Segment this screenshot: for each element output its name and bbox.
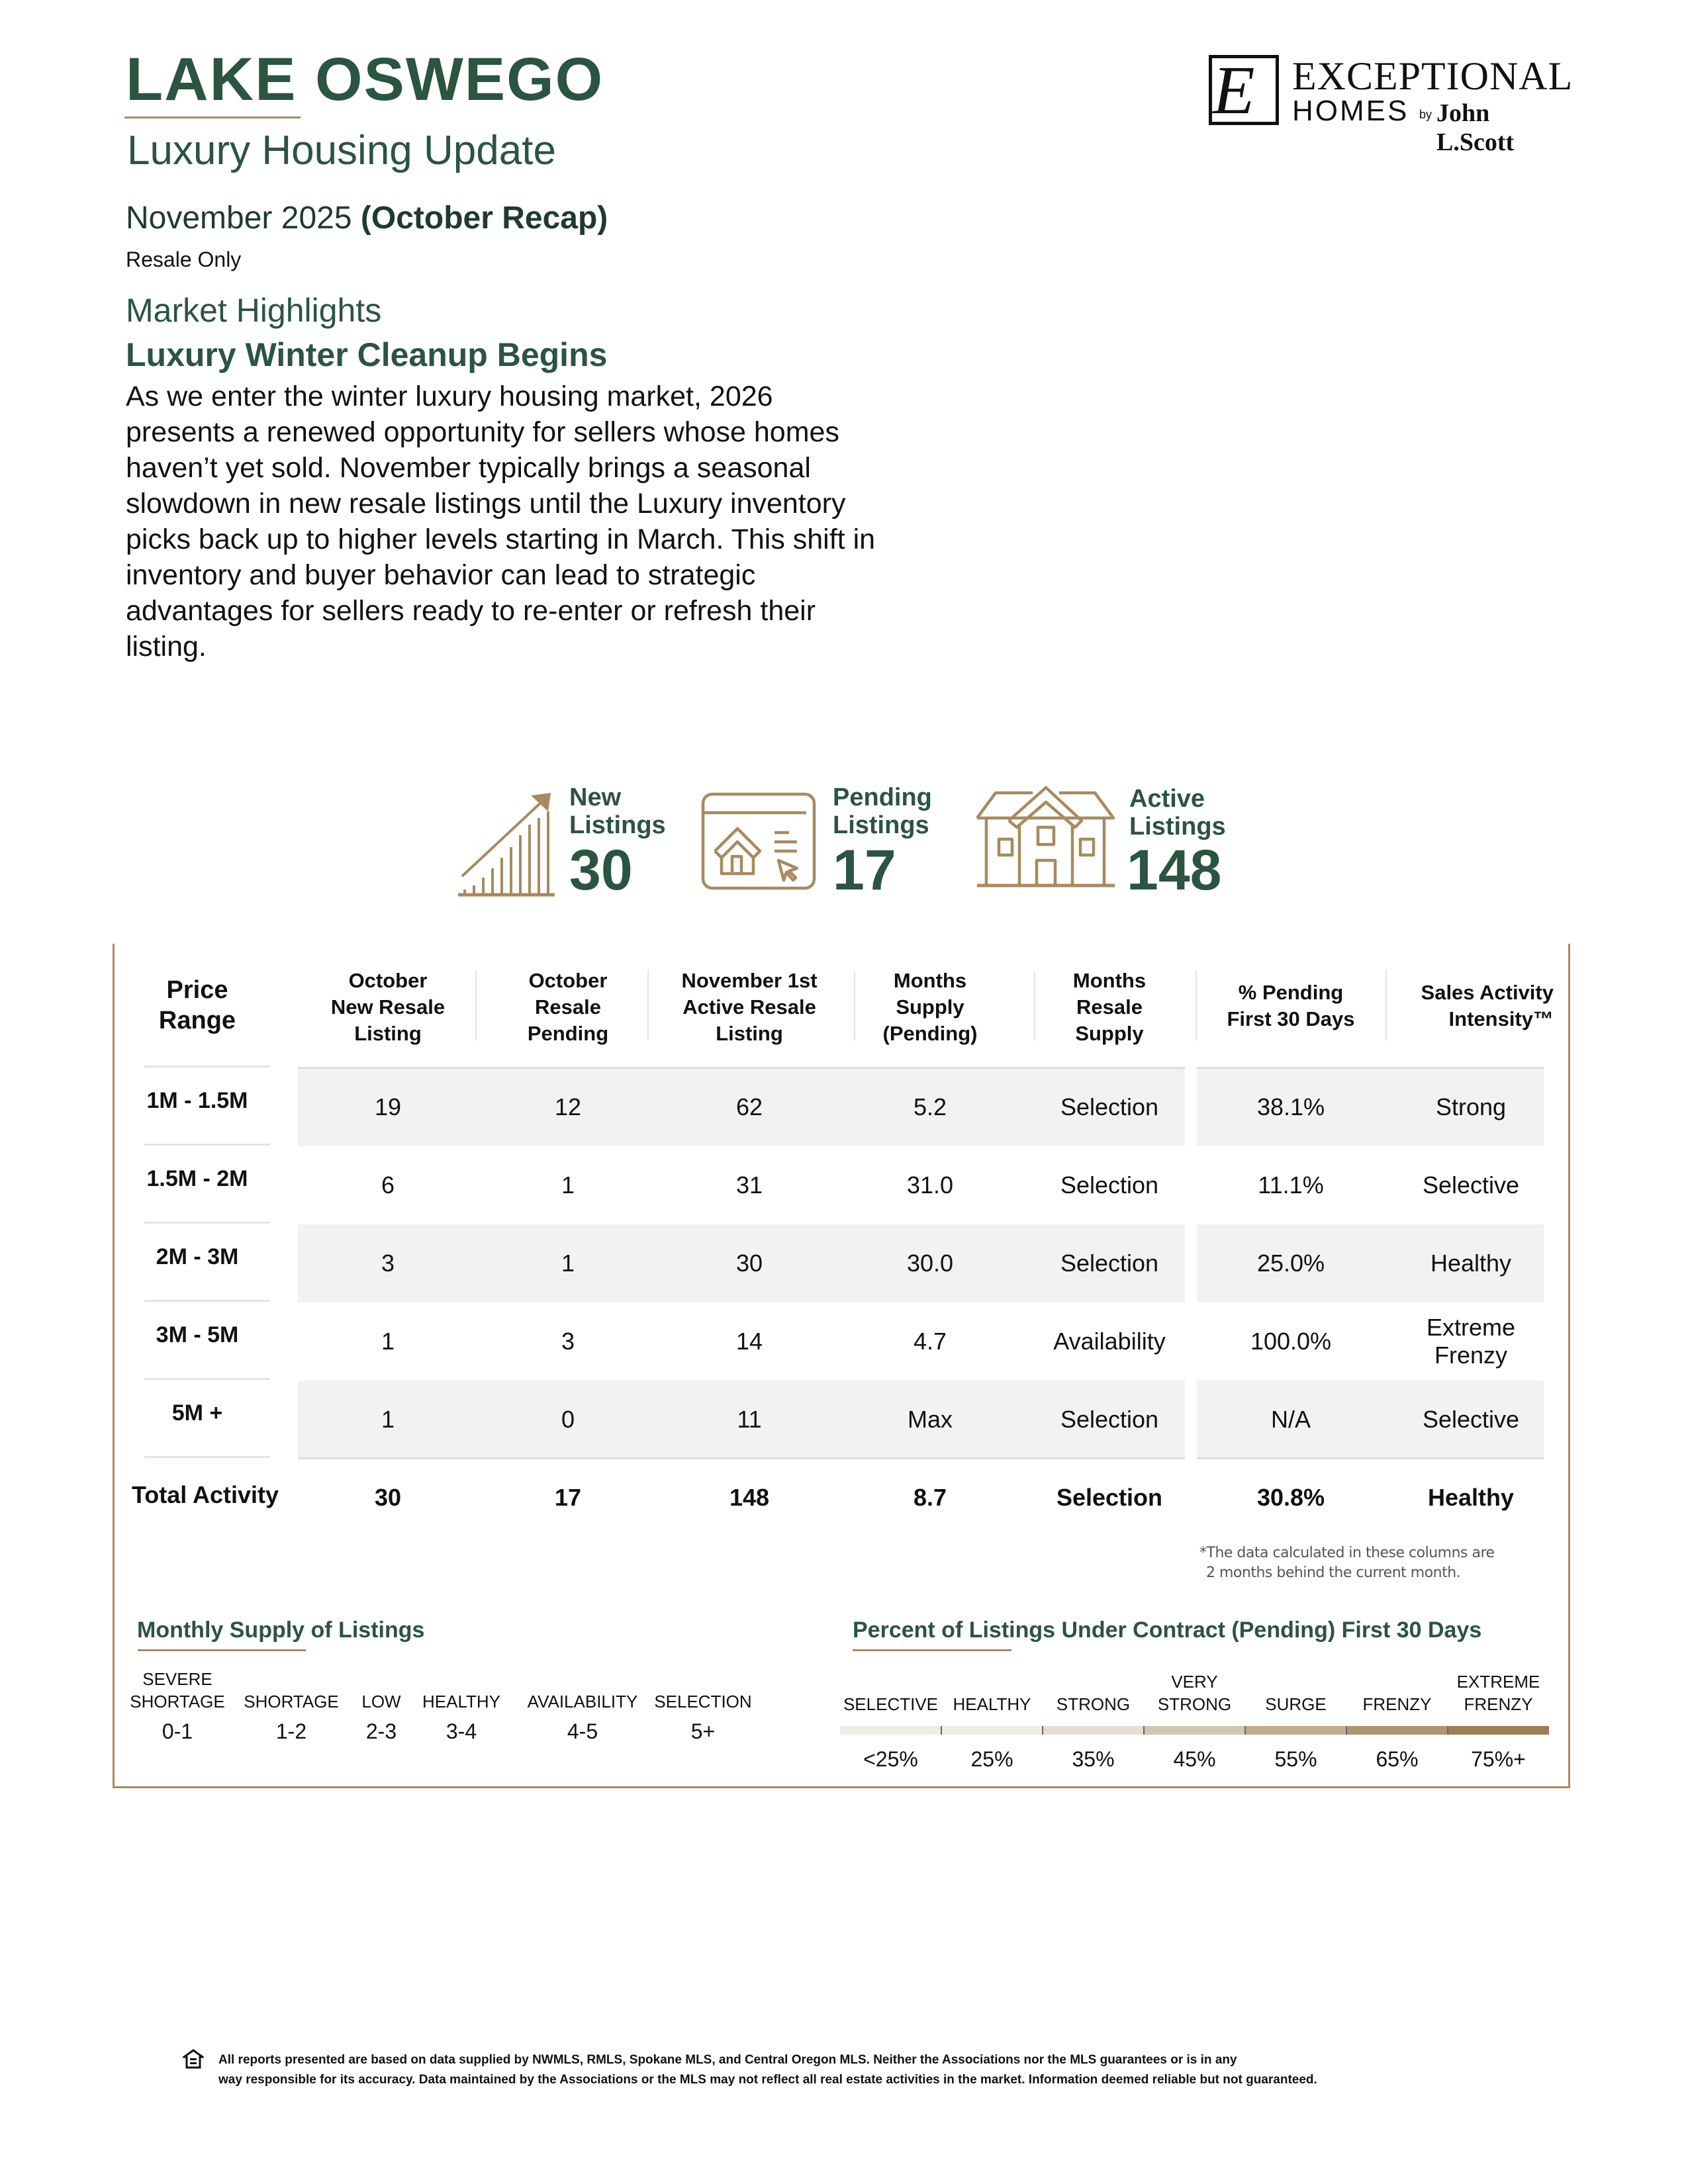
logo-line1: EXCEPTIONAL xyxy=(1292,54,1573,98)
stat-pending-label xyxy=(833,784,932,839)
stat-pending-label-line1: Pending xyxy=(833,784,932,811)
stat-pending-label-line2: Listings xyxy=(833,811,929,839)
logo-by: by xyxy=(1419,108,1432,121)
supply-level-label-line2: SHORTAGE xyxy=(130,1692,225,1711)
table-cell: Availability xyxy=(1053,1328,1166,1355)
page-title: LAKE OSWEGO xyxy=(126,46,604,113)
footnote-line1: *The data calculated in these columns are xyxy=(1199,1545,1495,1561)
report-scope: Resale Only xyxy=(126,248,242,271)
section-label: Market Highlights xyxy=(126,292,382,329)
table-cell: Extreme Frenzy xyxy=(1426,1314,1516,1369)
supply-level-label-line1: SEVERE xyxy=(142,1669,212,1689)
supply-level-label-line2: AVAILABILITY xyxy=(527,1692,638,1711)
supply-level-range: 1-2 xyxy=(275,1719,307,1743)
pending-scale-segment xyxy=(840,1726,941,1735)
table-cell: 11.1% xyxy=(1258,1171,1324,1199)
supply-level-label xyxy=(630,1668,776,1713)
table-cell: Healthy xyxy=(1430,1250,1512,1277)
pending-scale-segment xyxy=(1144,1726,1245,1735)
table-footnote xyxy=(1199,1543,1495,1583)
header-line: Supply xyxy=(1075,1022,1144,1045)
header-line: Supply xyxy=(896,995,964,1019)
table-cell: 1 xyxy=(561,1171,575,1199)
table-cell: 6 xyxy=(381,1171,395,1199)
table-cell: Selection xyxy=(1060,1250,1159,1277)
pending-level-label-line1: VERY xyxy=(1171,1672,1218,1692)
supply-legend-divider xyxy=(138,1649,306,1651)
table-cell: Strong xyxy=(1435,1093,1507,1120)
supply-level-label-line1 xyxy=(630,1668,776,1690)
pending-level-label-line2: SELECTIVE xyxy=(843,1694,939,1714)
pending-level-label-line2: HEALTHY xyxy=(953,1694,1031,1714)
stat-pending-value: 17 xyxy=(833,839,896,902)
supply-level-range: 0-1 xyxy=(162,1719,193,1743)
table-cell: Max xyxy=(907,1406,953,1433)
equal-housing-icon xyxy=(183,2049,204,2069)
stat-new-label-line1: New xyxy=(569,784,622,811)
stat-active-label xyxy=(1129,785,1226,841)
title-divider xyxy=(124,116,301,118)
highlights-headline: Luxury Winter Cleanup Begins xyxy=(126,336,608,373)
growth-chart-icon xyxy=(457,792,556,897)
header-line: November 1st xyxy=(681,969,818,992)
report-date xyxy=(126,200,608,236)
browser-house-cursor-icon xyxy=(700,792,818,892)
header-separator xyxy=(1196,970,1197,1040)
header-line: Range xyxy=(158,1007,236,1034)
brand-logo xyxy=(1209,52,1573,156)
disclaimer-line1: All reports presented are based on data supplied by NWMLS, RMLS, Spokane MLS, and Central Oregon MLS. Neither the Associations nor the MLS guarantees or is in any xyxy=(218,2053,1237,2067)
logo-line2: HOMES xyxy=(1292,95,1409,127)
pending-level-range: 25% xyxy=(970,1747,1013,1771)
header-pct-pending xyxy=(1201,979,1380,1043)
supply-level-label-line2: HEALTHY xyxy=(422,1692,500,1711)
header-resale-pending-text xyxy=(528,968,608,1047)
header-line: % Pending xyxy=(1238,981,1344,1004)
header-price-range-text xyxy=(159,975,236,1036)
pending-legend-divider xyxy=(853,1649,1011,1651)
header-line: (Pending) xyxy=(882,1022,978,1045)
page-subtitle: Luxury Housing Update xyxy=(127,128,556,173)
header-line: Resale xyxy=(1076,995,1143,1019)
pending-level-range: 35% xyxy=(1072,1747,1115,1771)
supply-level-range: 2-3 xyxy=(365,1719,397,1743)
header-line: Months xyxy=(893,969,967,992)
price-range-cell: 5M + xyxy=(171,1400,223,1426)
header-line: New Resale xyxy=(330,995,445,1019)
pending-level-label-line1: EXTREME xyxy=(1456,1672,1540,1692)
header-new-resale xyxy=(302,953,474,1047)
table-cell: 3 xyxy=(381,1250,395,1277)
table-cell: 1 xyxy=(381,1406,395,1433)
header-line: Price xyxy=(166,976,228,1004)
header-months-supply-pending-text xyxy=(883,968,978,1047)
header-separator xyxy=(1385,970,1387,1040)
stat-active-value: 148 xyxy=(1127,839,1222,902)
table-cell: 100.0% xyxy=(1250,1328,1332,1355)
total-cell: 8.7 xyxy=(913,1484,947,1511)
total-cell: 30 xyxy=(374,1484,402,1511)
header-line: October xyxy=(528,969,608,992)
header-pct-pending-text xyxy=(1227,979,1355,1032)
header-line: Months xyxy=(1072,969,1147,992)
table-cell: 11 xyxy=(737,1406,762,1433)
table-cell: 12 xyxy=(554,1093,582,1120)
table-cell: N/A xyxy=(1270,1406,1311,1433)
header-months-supply-pending xyxy=(847,953,1013,1047)
house-icon xyxy=(976,785,1116,891)
pending-scale-tick xyxy=(1244,1726,1246,1735)
total-cell: Selection xyxy=(1056,1484,1163,1511)
header-sales-intensity-text xyxy=(1421,979,1554,1032)
header-separator xyxy=(647,970,649,1040)
table-cell: 30 xyxy=(735,1250,763,1277)
header-resale-pending xyxy=(482,953,654,1047)
header-line: Active Resale xyxy=(682,995,816,1019)
header-separator xyxy=(854,970,855,1040)
pending-scale-segment xyxy=(1346,1726,1448,1735)
pending-scale-segment xyxy=(1448,1726,1549,1735)
pending-scale-tick xyxy=(1143,1726,1145,1735)
pending-level-label-line2: FRENZY xyxy=(1362,1694,1432,1714)
table-cell: Selection xyxy=(1060,1406,1159,1433)
header-line: Pending xyxy=(527,1022,609,1045)
pending-legend-title: Percent of Listings Under Contract (Pending) First 30 Days xyxy=(853,1617,1482,1643)
pending-scale-tick xyxy=(941,1726,942,1735)
table-cell: Selective xyxy=(1422,1171,1520,1199)
report-month: November 2025 xyxy=(126,201,361,236)
price-range-cell: 1M - 1.5M xyxy=(146,1088,248,1113)
pending-level-range: 45% xyxy=(1173,1747,1216,1771)
table-top-rule xyxy=(1197,1067,1544,1069)
pending-scale-segment xyxy=(941,1726,1043,1735)
total-label: Total Activity xyxy=(131,1481,279,1508)
table-cell: 30.0 xyxy=(906,1250,954,1277)
table-cell: 31.0 xyxy=(906,1171,954,1199)
table-cell: 19 xyxy=(374,1093,402,1120)
table-cell: 1 xyxy=(381,1328,395,1355)
table-cell: 5.2 xyxy=(913,1093,947,1120)
stat-active-label-line2: Listings xyxy=(1129,813,1226,841)
price-range-cell: 3M - 5M xyxy=(156,1322,239,1347)
pending-level-label xyxy=(1439,1670,1558,1715)
header-line: Listing xyxy=(354,1022,422,1045)
pending-level-label-line2: STRONG xyxy=(1056,1694,1131,1714)
pending-level-range: 75%+ xyxy=(1471,1747,1526,1771)
table-cell: 3 xyxy=(561,1328,575,1355)
header-line: Listing xyxy=(716,1022,783,1045)
supply-level-range: 5+ xyxy=(690,1719,716,1743)
pending-level-range: 65% xyxy=(1376,1747,1419,1771)
pending-level-label-line2: SURGE xyxy=(1265,1694,1327,1714)
highlights-body: As we enter the winter luxury housing market, 2026 presents a renewed opportunity for sellers whose homes haven’t yet sold. November typically brings a seasonal slowdown in new resale listings until the Luxury inventory picks back up to higher levels starting in March. This shift in inventory and buyer behavior can lead to strategic advantages for sellers ready to re-enter or refresh their listing. xyxy=(126,381,876,662)
pending-level-range: 55% xyxy=(1274,1747,1317,1771)
supply-level-label-line2: SHORTAGE xyxy=(244,1692,339,1711)
header-active-resale xyxy=(653,953,845,1047)
pending-level-label-line2: STRONG xyxy=(1157,1694,1232,1714)
disclaimer xyxy=(218,2050,1463,2090)
supply-level-range: 4-5 xyxy=(567,1719,598,1743)
table-cell: Selective xyxy=(1422,1406,1520,1433)
header-line: First 30 Days xyxy=(1227,1007,1355,1030)
table-cell: 14 xyxy=(735,1328,763,1355)
table-cell: 1 xyxy=(561,1250,575,1277)
disclaimer-line2: way responsible for its accuracy. Data maintained by the Associations or the MLS may not reflect all real estate activities in the market. Information deemed reliable but not guaranteed. xyxy=(218,2073,1317,2087)
table-cell: 31 xyxy=(735,1171,763,1199)
pending-scale-tick xyxy=(1447,1726,1448,1735)
header-separator xyxy=(475,970,477,1040)
table-cell: 62 xyxy=(735,1093,763,1120)
header-line: Intensity™ xyxy=(1448,1007,1554,1030)
header-new-resale-text xyxy=(331,968,445,1047)
header-line: October xyxy=(348,969,428,992)
table-cell: 38.1% xyxy=(1256,1093,1325,1120)
pending-scale-segment xyxy=(1245,1726,1346,1735)
price-range-cell: 2M - 3M xyxy=(156,1244,239,1269)
header-separator xyxy=(1034,970,1035,1040)
table-cell: Selection xyxy=(1060,1093,1159,1120)
footnote-line2: 2 months behind the current month. xyxy=(1206,1565,1461,1581)
header-months-resale-supply xyxy=(1027,953,1192,1047)
total-cell: 17 xyxy=(554,1484,582,1511)
supply-level-label-line2: LOW xyxy=(361,1692,401,1711)
header-active-resale-text xyxy=(681,968,817,1047)
table-cell: Selection xyxy=(1060,1171,1159,1199)
table-top-rule xyxy=(298,1067,1185,1069)
table-cell: 0 xyxy=(561,1406,575,1433)
stat-new-label xyxy=(569,784,666,839)
logo-monogram-icon: E xyxy=(1213,52,1255,128)
table-cell: 25.0% xyxy=(1256,1250,1325,1277)
header-sales-intensity xyxy=(1388,979,1554,1043)
supply-level-range: 3-4 xyxy=(445,1719,477,1743)
supply-legend-title: Monthly Supply of Listings xyxy=(137,1617,425,1643)
price-range-cell: 1.5M - 2M xyxy=(146,1166,248,1191)
header-line: Sales Activity xyxy=(1421,981,1554,1004)
pending-scale-segment xyxy=(1043,1726,1144,1735)
stat-new-label-line2: Listings xyxy=(569,811,666,839)
logo-brand: John L.Scott xyxy=(1436,99,1515,156)
report-recap: (October Recap) xyxy=(360,201,608,236)
total-cell: 148 xyxy=(729,1484,770,1511)
pending-level-label-line2: FRENZY xyxy=(1464,1694,1533,1714)
header-price-range xyxy=(121,970,273,1040)
pending-scale-tick xyxy=(1346,1726,1347,1735)
pending-level-range: <25% xyxy=(863,1747,918,1771)
total-cell: 30.8% xyxy=(1256,1484,1325,1511)
stat-new-value: 30 xyxy=(569,839,633,902)
stat-active-label-line1: Active xyxy=(1129,785,1205,813)
supply-level-label-line2: SELECTION xyxy=(654,1692,752,1711)
total-cell: Healthy xyxy=(1427,1484,1515,1511)
table-cell: 4.7 xyxy=(913,1328,947,1355)
header-months-resale-supply-text xyxy=(1073,968,1146,1047)
pending-scale-tick xyxy=(1042,1726,1043,1735)
header-line: Resale xyxy=(535,995,601,1019)
